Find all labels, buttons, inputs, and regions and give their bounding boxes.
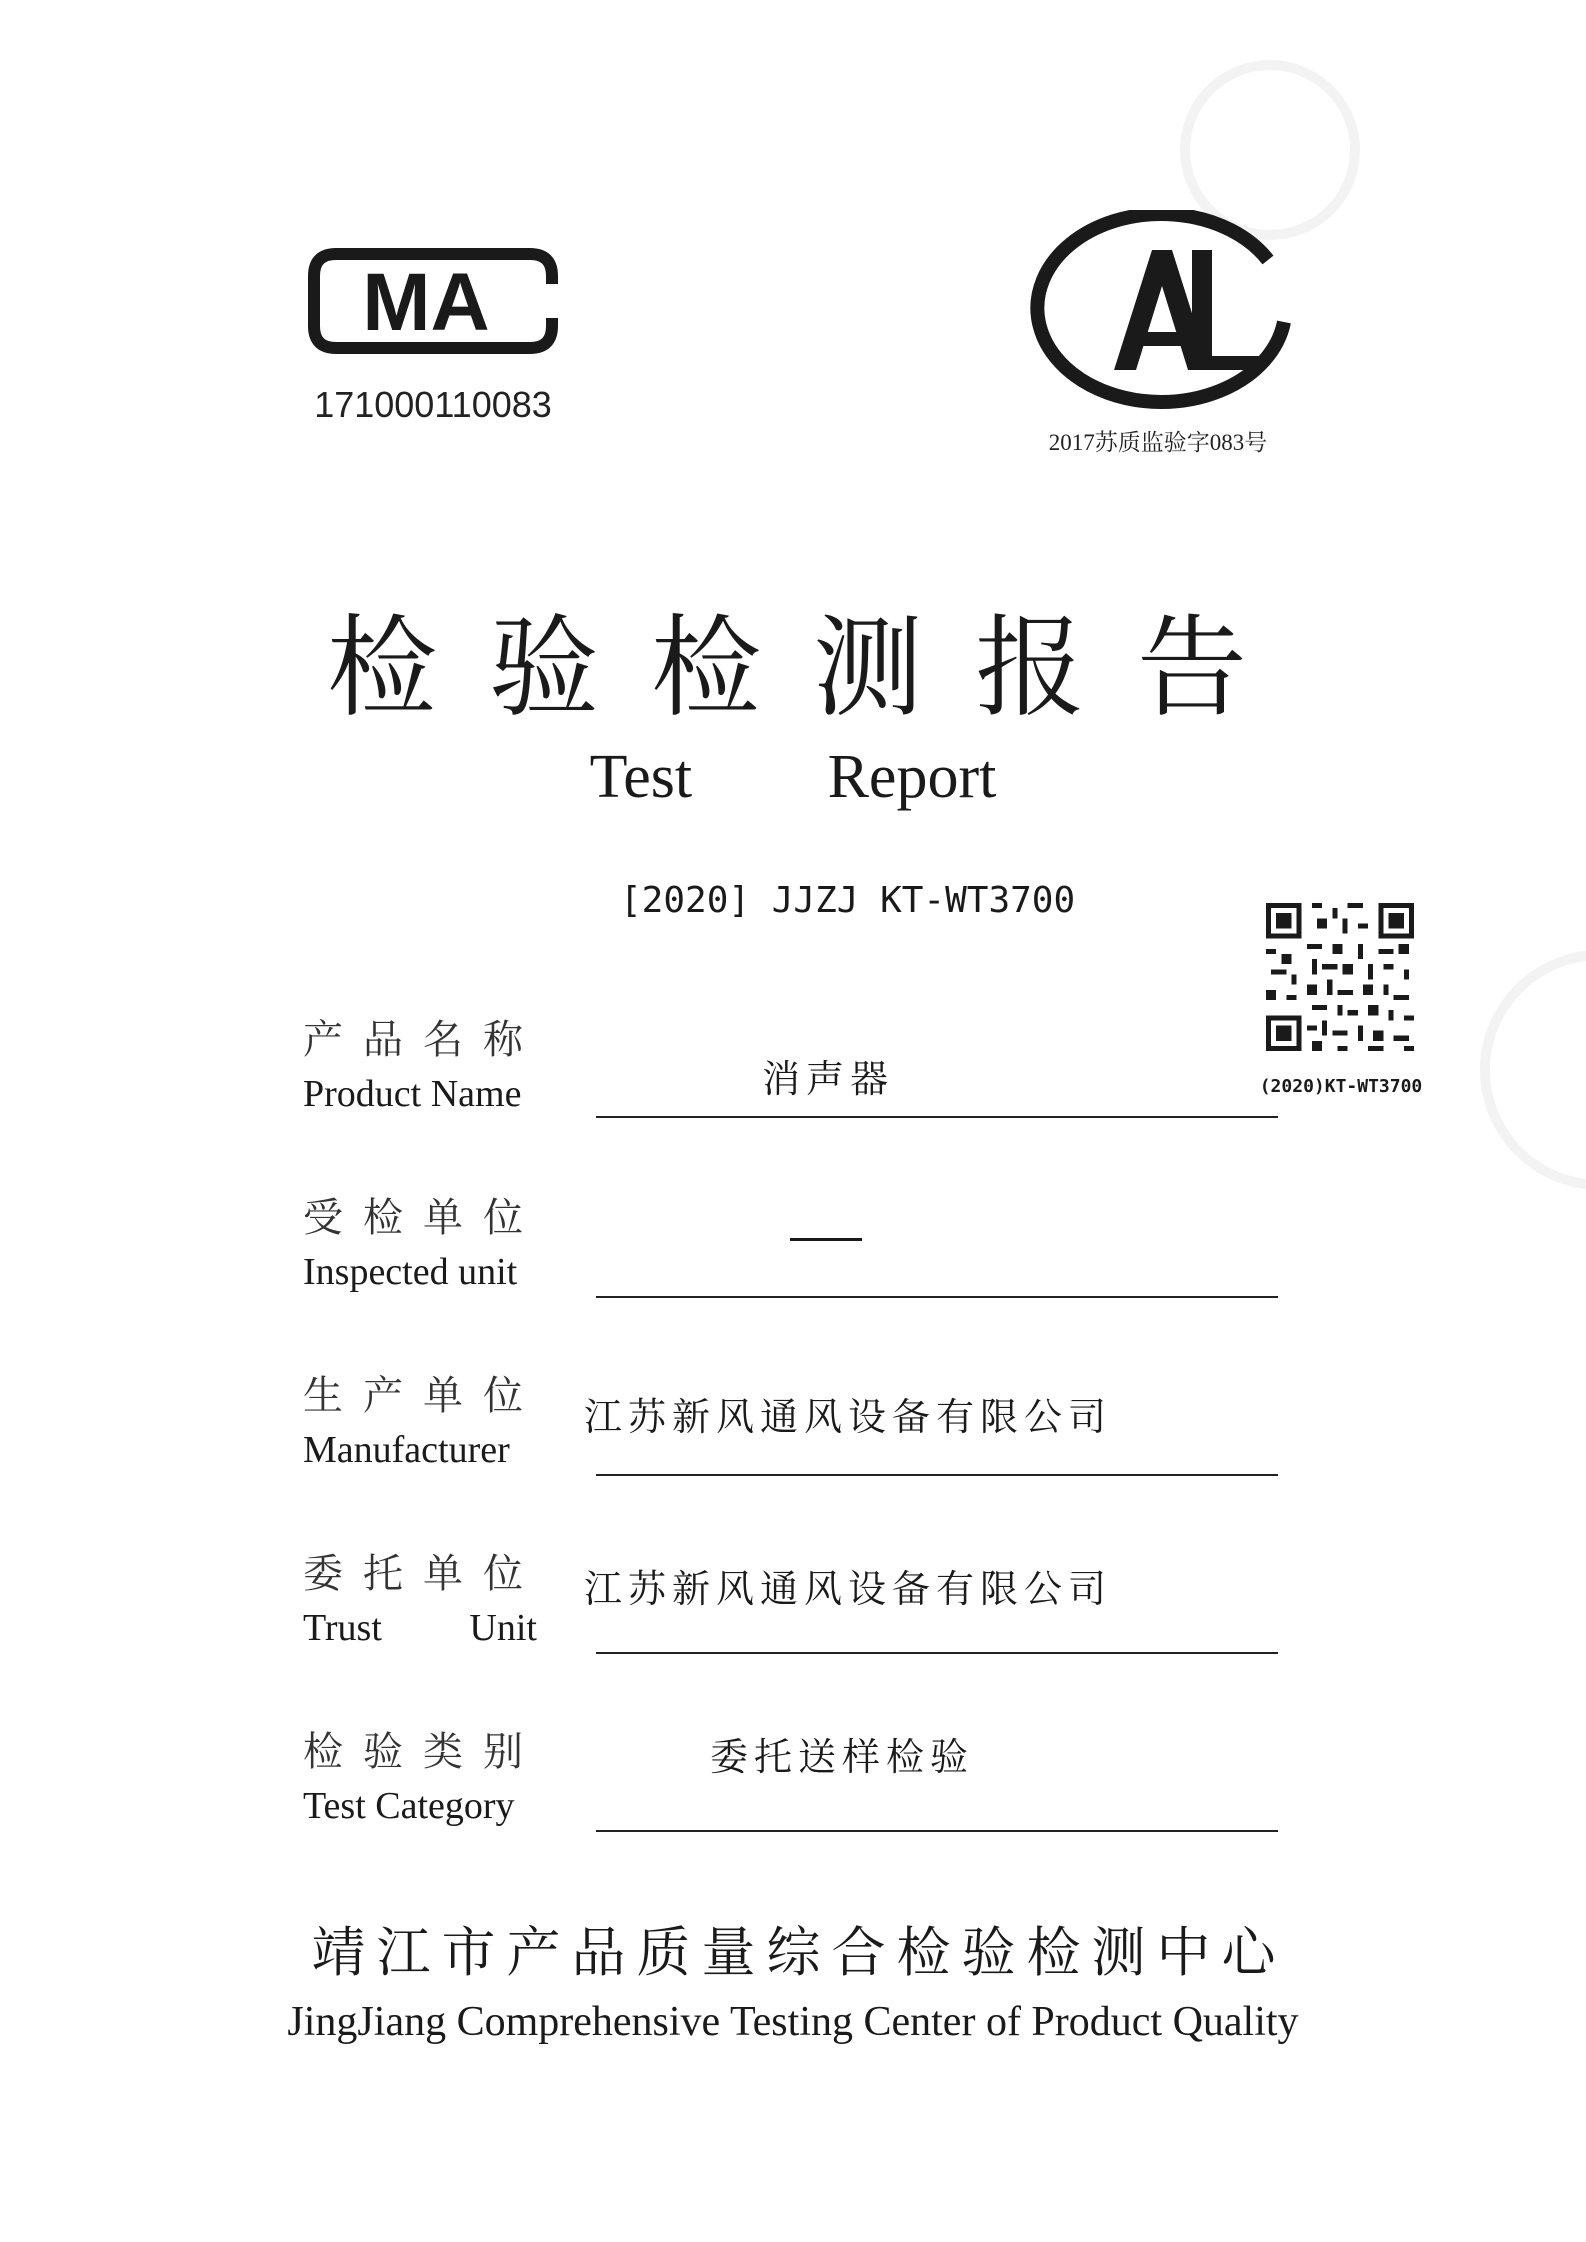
field-value-manufacturer: 江苏新风通风设备有限公司	[584, 1395, 1113, 1439]
page-title-english: Test Report	[589, 743, 997, 811]
field-label-test-category-en: Test Category	[303, 1785, 515, 1827]
field-label-test-category-cn: 检验类别	[303, 1729, 543, 1775]
field-underline	[596, 1116, 1278, 1118]
cal-logo	[1022, 210, 1294, 410]
qr-code	[1266, 903, 1414, 1051]
report-number: [2020] JJZJ KT-WT3700	[620, 880, 1076, 921]
field-value-trust-unit: 江苏新风通风设备有限公司	[584, 1567, 1113, 1611]
cal-number: 2017苏质监验字083号	[1048, 430, 1268, 455]
field-label-manufacturer-cn: 生产单位	[303, 1373, 543, 1419]
background-watermark	[1480, 950, 1586, 1190]
field-underline	[596, 1474, 1278, 1476]
field-label-trust-unit-en: Trust Unit	[303, 1607, 537, 1649]
cma-number: 171000110083	[314, 384, 552, 425]
page-title: 检验检测报告	[327, 604, 1299, 732]
cma-logo	[308, 236, 558, 366]
field-underline	[596, 1296, 1278, 1298]
field-label-inspected-unit-cn: 受检单位	[303, 1195, 543, 1241]
empty-value-dash	[790, 1238, 862, 1241]
organization-name-cn: 靖江市产品质量综合检验检测中心	[311, 1921, 1287, 1984]
cma-logo-text: MA	[362, 257, 490, 348]
field-label-manufacturer-en: Manufacturer	[303, 1429, 510, 1471]
field-label-product-name-cn: 产品名称	[303, 1017, 543, 1063]
field-underline	[596, 1652, 1278, 1654]
qr-caption: (2020)KT-WT3700	[1259, 1076, 1423, 1097]
field-label-inspected-unit-en: Inspected unit	[303, 1251, 518, 1293]
field-label-trust-unit-cn: 委托单位	[303, 1551, 543, 1597]
field-value-test-category: 委托送样检验	[710, 1735, 975, 1779]
organization-name-en: JingJiang Comprehensive Testing Center of Product Quality	[287, 1999, 1299, 2045]
field-underline	[596, 1830, 1278, 1832]
field-value-product-name: 消声器	[762, 1057, 895, 1101]
field-label-product-name-en: Product Name	[303, 1073, 522, 1115]
